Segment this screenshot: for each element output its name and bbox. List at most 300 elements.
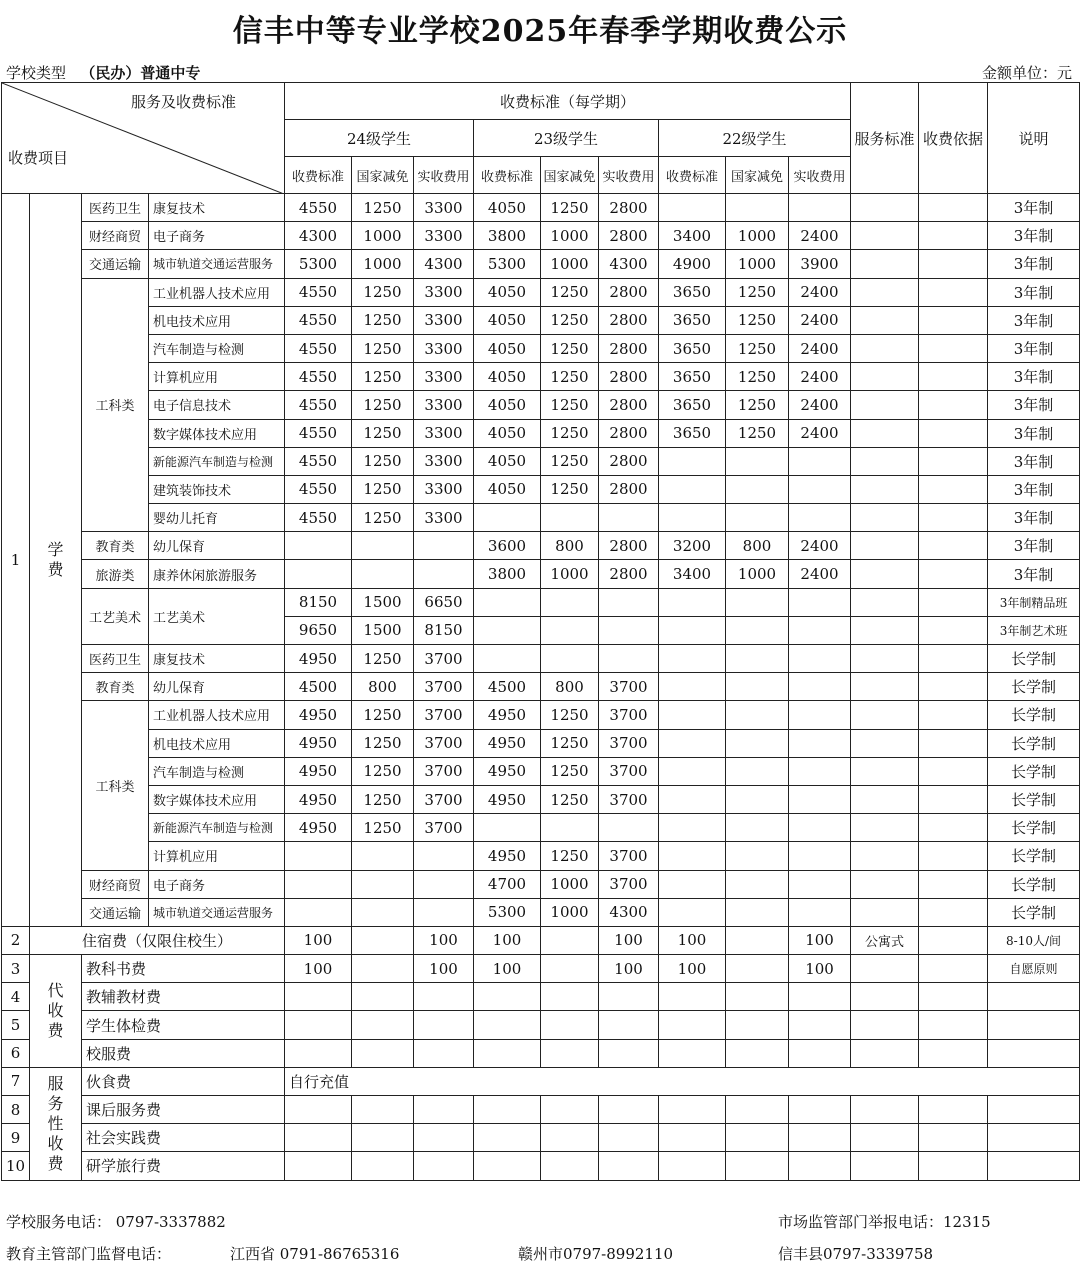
fee-basis-cell: [919, 701, 988, 729]
fee-value: [541, 926, 599, 954]
empty-cell: [988, 1152, 1080, 1180]
fee-value: 4700: [474, 870, 541, 898]
fee-basis-cell: [919, 588, 988, 616]
fee-basis-cell: [919, 898, 988, 926]
fee-value: [659, 1039, 726, 1067]
note: 3年制艺术班: [988, 616, 1080, 644]
item-number: 10: [2, 1152, 30, 1180]
empty-cell: [541, 1124, 599, 1152]
note: 3年制: [988, 250, 1080, 278]
fee-value: 1000: [352, 222, 414, 250]
fee-value: [726, 757, 789, 785]
table-row: [2, 363, 1080, 391]
fee-value: [789, 701, 851, 729]
fee-value: 1000: [352, 250, 414, 278]
table-row: [2, 842, 1080, 870]
fee-value: 1250: [352, 391, 414, 419]
table-row: [2, 729, 1080, 757]
note: 3年制: [988, 334, 1080, 362]
fee-value: [659, 673, 726, 701]
empty-cell: [285, 1152, 352, 1180]
fee-basis-cell: [919, 757, 988, 785]
empty-cell: [659, 1124, 726, 1152]
fee-value: 5300: [285, 250, 352, 278]
header-fee-standard-per-term: 收费标准（每学期）: [285, 83, 851, 120]
major: 计算机应用: [149, 842, 285, 870]
service-standard-cell: [851, 898, 919, 926]
table-row: [2, 870, 1080, 898]
fee-value: [352, 926, 414, 954]
fee-value: 5300: [474, 250, 541, 278]
category: 医药卫生: [82, 645, 149, 673]
category: 教育类: [82, 532, 149, 560]
fee-value: 3700: [599, 785, 659, 813]
service-standard-cell: [851, 447, 919, 475]
jiangxi-phone: 江西省 0791-86765316: [230, 1245, 400, 1263]
fee-value: [659, 729, 726, 757]
major: 婴幼儿托育: [149, 504, 285, 532]
fee-value: 3900: [789, 250, 851, 278]
service-standard-cell: 公寓式: [851, 926, 919, 954]
item-number: 8: [2, 1096, 30, 1124]
fee-value: 4050: [474, 419, 541, 447]
fee-value: [285, 898, 352, 926]
fee-value: [414, 983, 474, 1011]
fee-basis-cell: [919, 616, 988, 644]
fee-value: 1250: [541, 785, 599, 813]
note: 3年制: [988, 306, 1080, 334]
major: 新能源汽车制造与检测: [149, 447, 285, 475]
service-standard-cell: [851, 955, 919, 983]
fee-value: 1250: [541, 447, 599, 475]
fee-value: 4950: [474, 701, 541, 729]
fee-value: 1000: [541, 222, 599, 250]
table-row: [2, 194, 1080, 222]
empty-cell: [726, 1096, 789, 1124]
fee-value: 4550: [285, 306, 352, 334]
fee-value: [414, 898, 474, 926]
table-row: [2, 1039, 1080, 1067]
school-type: [6, 62, 200, 83]
fee-value: [726, 447, 789, 475]
fee-value: 4050: [474, 363, 541, 391]
fee-value: [541, 1011, 599, 1039]
fee-value: [599, 983, 659, 1011]
fee-value: [726, 814, 789, 842]
major: 幼儿保育: [149, 532, 285, 560]
fee-value: 4550: [285, 475, 352, 503]
service-standard-cell: [851, 334, 919, 362]
fee-value: [659, 870, 726, 898]
fee-value: [726, 898, 789, 926]
service-standard-cell: [851, 475, 919, 503]
fee-value: 2800: [599, 475, 659, 503]
fee-basis-cell: [919, 532, 988, 560]
header-fee-basis: 收费依据: [919, 83, 988, 194]
fee-value: 4550: [285, 504, 352, 532]
note: 3年制: [988, 363, 1080, 391]
fee-value: 4050: [474, 306, 541, 334]
fee-value: 800: [352, 673, 414, 701]
fee-value: [789, 814, 851, 842]
fee-value: 3400: [659, 222, 726, 250]
fee-value: 3800: [474, 560, 541, 588]
fee-value: 1250: [352, 785, 414, 813]
fee-value: 2800: [599, 194, 659, 222]
fee-value: [659, 194, 726, 222]
fee-basis-cell: [919, 785, 988, 813]
note: 长学制: [988, 842, 1080, 870]
fee-value: [541, 645, 599, 673]
fee-value: [789, 1039, 851, 1067]
major: 康养休闲旅游服务: [149, 560, 285, 588]
fee-value: 2800: [599, 363, 659, 391]
fee-value: 100: [659, 926, 726, 954]
table-row: [2, 391, 1080, 419]
fee-value: 1250: [541, 729, 599, 757]
major: 城市轨道交通运营服务: [149, 250, 285, 278]
service-standard-cell: [851, 250, 919, 278]
empty-cell: [541, 1096, 599, 1124]
fee-value: 2400: [789, 391, 851, 419]
fee-value: 2800: [599, 560, 659, 588]
fee-value: [599, 645, 659, 673]
table-row: [2, 673, 1080, 701]
fee-basis-cell: [919, 729, 988, 757]
fee-value: 1250: [352, 504, 414, 532]
fee-value: 1500: [352, 588, 414, 616]
service-label: [30, 1067, 82, 1180]
fee-value: 4050: [474, 475, 541, 503]
empty-cell: [919, 1152, 988, 1180]
fee-value: 4300: [599, 898, 659, 926]
fee-value: 3650: [659, 363, 726, 391]
fee-value: 3700: [599, 729, 659, 757]
fee-value: [659, 898, 726, 926]
fee-value: 8150: [414, 616, 474, 644]
service-standard-cell: [851, 419, 919, 447]
fee-value: 2800: [599, 532, 659, 560]
fee-value: 1250: [352, 645, 414, 673]
major: 工业机器人技术应用: [149, 278, 285, 306]
fee-value: [659, 504, 726, 532]
service-standard-cell: [851, 1039, 919, 1067]
empty-cell: [474, 1124, 541, 1152]
fee-value: 3650: [659, 306, 726, 334]
fee-value: [726, 673, 789, 701]
fee-basis-cell: [919, 1039, 988, 1067]
fee-value: [541, 955, 599, 983]
fee-value: [789, 194, 851, 222]
fee-value: [541, 504, 599, 532]
education-supervision-label: 教育主管部门监督电话：: [6, 1245, 172, 1263]
item-name: 伙食费: [82, 1067, 285, 1095]
fee-value: 1250: [726, 419, 789, 447]
major: 机电技术应用: [149, 306, 285, 334]
fee-value: [789, 729, 851, 757]
fee-value: 2800: [599, 419, 659, 447]
fee-value: [541, 983, 599, 1011]
fee-value: 3300: [414, 363, 474, 391]
fee-value: [726, 1011, 789, 1039]
fee-value: [352, 955, 414, 983]
fee-value: 4050: [474, 278, 541, 306]
fee-value: [726, 870, 789, 898]
header-service-standard: 服务标准: [851, 83, 919, 194]
fee-value: 100: [285, 926, 352, 954]
service-standard-cell: [851, 616, 919, 644]
service-standard-cell: [851, 842, 919, 870]
fee-value: 2400: [789, 532, 851, 560]
xinfeng-phone: 信丰县0797-3339758: [778, 1245, 934, 1263]
fee-value: 9650: [285, 616, 352, 644]
table-row: [2, 898, 1080, 926]
note: [988, 983, 1080, 1011]
fee-value: [726, 1039, 789, 1067]
fee-value: [726, 955, 789, 983]
table-row: [2, 1096, 1080, 1124]
fee-value: 1250: [726, 278, 789, 306]
fee-value: [726, 504, 789, 532]
fee-value: 3700: [599, 673, 659, 701]
major: 电子商务: [149, 870, 285, 898]
fee-value: 1250: [726, 306, 789, 334]
fee-value: 3700: [414, 814, 474, 842]
table-row: [2, 334, 1080, 362]
empty-cell: [726, 1152, 789, 1180]
major: 工业机器人技术应用: [149, 701, 285, 729]
table-row: [2, 475, 1080, 503]
fee-basis-cell: [919, 194, 988, 222]
fee-value: 3650: [659, 419, 726, 447]
major: 计算机应用: [149, 363, 285, 391]
service-standard-cell: [851, 278, 919, 306]
fee-value: 100: [599, 926, 659, 954]
item-name: 研学旅行费: [82, 1152, 285, 1180]
fee-value: 2800: [599, 278, 659, 306]
empty-cell: [851, 1152, 919, 1180]
fee-value: 1250: [352, 194, 414, 222]
fee-value: [726, 729, 789, 757]
note: 3年制: [988, 504, 1080, 532]
major: 汽车制造与检测: [149, 757, 285, 785]
fee-value: 1250: [541, 334, 599, 362]
item-name: 课后服务费: [82, 1096, 285, 1124]
item-name: 教辅教材费: [82, 983, 285, 1011]
accommodation-row: [2, 926, 1080, 954]
service-label-text: 服务性收费: [47, 1073, 64, 1173]
fee-value: [659, 983, 726, 1011]
fee-value: 3300: [414, 419, 474, 447]
note: 长学制: [988, 814, 1080, 842]
note: 3年制: [988, 560, 1080, 588]
fee-value: [474, 588, 541, 616]
fee-value: [726, 588, 789, 616]
item-number: 3: [2, 955, 30, 983]
table-row: [2, 814, 1080, 842]
fee-value: 2400: [789, 278, 851, 306]
note: [988, 1011, 1080, 1039]
service-standard-cell: [851, 757, 919, 785]
fee-value: 8150: [285, 588, 352, 616]
fee-value: [474, 645, 541, 673]
header-fee-item: 收费项目: [8, 149, 69, 167]
fee-value: [726, 785, 789, 813]
major: 幼儿保育: [149, 673, 285, 701]
header-col-standard: 收费标准: [659, 157, 726, 194]
fee-value: 2800: [599, 306, 659, 334]
header-col-actual: 实收费用: [789, 157, 851, 194]
item-number: 2: [2, 926, 30, 954]
empty-cell: [851, 1124, 919, 1152]
fee-value: [414, 532, 474, 560]
fee-value: [789, 1011, 851, 1039]
fee-value: [352, 532, 414, 560]
table-row: [2, 983, 1080, 1011]
table-row: [2, 278, 1080, 306]
fee-value: [659, 785, 726, 813]
fee-value: [789, 898, 851, 926]
item-number: 7: [2, 1067, 30, 1095]
fee-value: [474, 1011, 541, 1039]
fee-value: 1250: [352, 363, 414, 391]
school-service-phone: 学校服务电话： 0797-3337882: [6, 1213, 226, 1231]
empty-cell: [789, 1096, 851, 1124]
fee-value: 1000: [726, 250, 789, 278]
fee-value: [789, 673, 851, 701]
fee-basis-cell: [919, 447, 988, 475]
school-type-label: 学校类型: [6, 64, 67, 82]
fee-value: 6650: [414, 588, 474, 616]
fee-value: 1000: [541, 898, 599, 926]
fee-value: 3300: [414, 278, 474, 306]
fee-value: [789, 588, 851, 616]
fee-value: 2800: [599, 334, 659, 362]
note: 长学制: [988, 870, 1080, 898]
fee-value: [659, 814, 726, 842]
fee-value: [352, 842, 414, 870]
fee-value: 100: [474, 926, 541, 954]
header-col-reduction: 国家减免: [352, 157, 414, 194]
empty-cell: [988, 1124, 1080, 1152]
fee-basis-cell: [919, 842, 988, 870]
fee-value: 1000: [541, 560, 599, 588]
fee-basis-cell: [919, 983, 988, 1011]
service-standard-cell: [851, 588, 919, 616]
fee-value: [285, 1039, 352, 1067]
fee-value: [659, 475, 726, 503]
fee-value: 1250: [352, 757, 414, 785]
fee-value: 3300: [414, 447, 474, 475]
header-notes: 说明: [988, 83, 1080, 194]
fee-value: 1250: [541, 757, 599, 785]
table-row: [2, 1011, 1080, 1039]
fee-value: 3700: [414, 785, 474, 813]
fee-value: [659, 588, 726, 616]
fee-table: [1, 82, 1080, 1181]
service-standard-cell: [851, 673, 919, 701]
fee-value: 4950: [285, 757, 352, 785]
major: 汽车制造与检测: [149, 334, 285, 362]
fee-value: 3300: [414, 306, 474, 334]
fee-value: [474, 983, 541, 1011]
fee-value: 800: [541, 673, 599, 701]
note: 3年制精品班: [988, 588, 1080, 616]
note: 3年制: [988, 222, 1080, 250]
fee-value: [789, 870, 851, 898]
fee-value: [352, 898, 414, 926]
empty-cell: [352, 1096, 414, 1124]
item-number: 9: [2, 1124, 30, 1152]
page-title: 信丰中等专业学校2025年春季学期收费公示: [232, 14, 848, 49]
fee-value: [352, 870, 414, 898]
fee-value: [789, 645, 851, 673]
fee-value: [474, 814, 541, 842]
ganzhou-phone: 赣州市0797-8992110: [518, 1245, 674, 1263]
fee-value: 4050: [474, 447, 541, 475]
fee-value: [659, 1011, 726, 1039]
fee-value: 100: [599, 955, 659, 983]
fee-value: 4500: [474, 673, 541, 701]
table-row: [2, 955, 1080, 983]
major: 数字媒体技术应用: [149, 785, 285, 813]
fee-value: 1250: [541, 391, 599, 419]
fee-value: 2400: [789, 222, 851, 250]
fee-value: 1000: [726, 560, 789, 588]
table-row: [2, 532, 1080, 560]
fee-value: 100: [474, 955, 541, 983]
fee-value: [541, 588, 599, 616]
fee-value: 1250: [541, 363, 599, 391]
fee-value: 100: [414, 955, 474, 983]
header-col-standard: 收费标准: [285, 157, 352, 194]
fee-value: 1250: [352, 419, 414, 447]
fee-value: [789, 447, 851, 475]
fee-value: [659, 842, 726, 870]
note: 3年制: [988, 447, 1080, 475]
item-number: 6: [2, 1039, 30, 1067]
fee-value: 1250: [541, 306, 599, 334]
header-grade-23: 23级学生: [474, 120, 659, 157]
fee-value: 4550: [285, 194, 352, 222]
fee-value: 1250: [352, 701, 414, 729]
fee-value: 5300: [474, 898, 541, 926]
fee-value: 3400: [659, 560, 726, 588]
fee-basis-cell: [919, 955, 988, 983]
fee-basis-cell: [919, 222, 988, 250]
fee-value: [659, 616, 726, 644]
header-grade-24: 24级学生: [285, 120, 474, 157]
header-grade-22: 22级学生: [659, 120, 851, 157]
fee-basis-cell: [919, 278, 988, 306]
table-row: [2, 306, 1080, 334]
fee-value: [789, 475, 851, 503]
fee-value: 4900: [659, 250, 726, 278]
fee-value: 4050: [474, 334, 541, 362]
fee-value: 800: [541, 532, 599, 560]
fee-value: 2800: [599, 447, 659, 475]
category: 旅游类: [82, 560, 149, 588]
fee-value: 4300: [285, 222, 352, 250]
fee-value: 1250: [541, 701, 599, 729]
accommodation-label: 住宿费（仅限住校生）: [30, 926, 285, 954]
fee-value: 1250: [352, 278, 414, 306]
header-col-actual: 实收费用: [599, 157, 659, 194]
fee-value: 1250: [726, 391, 789, 419]
fee-value: 4950: [285, 729, 352, 757]
fee-value: 4500: [285, 673, 352, 701]
note: 3年制: [988, 532, 1080, 560]
